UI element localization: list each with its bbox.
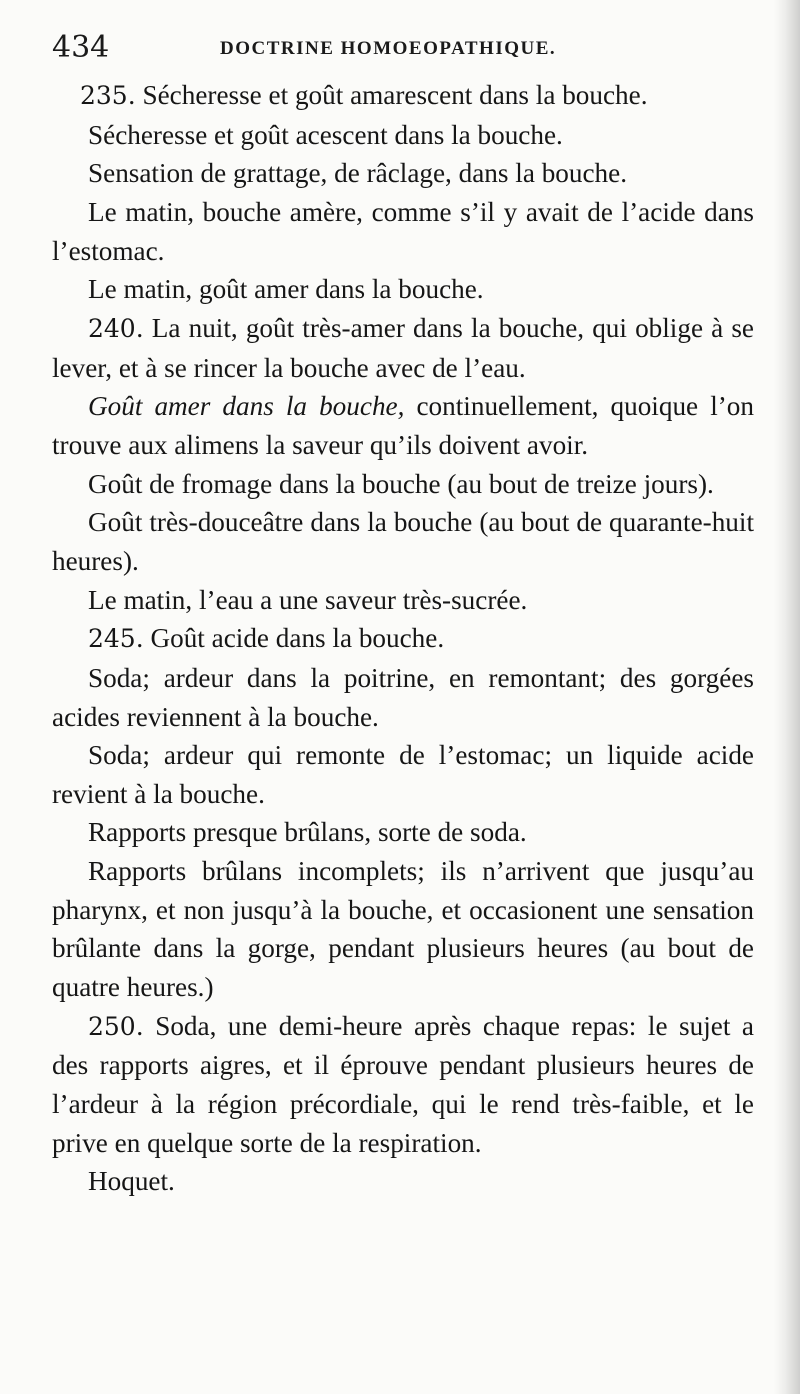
symptom-paragraph <box>52 659 754 736</box>
symptom-paragraph <box>52 736 754 813</box>
symptom-paragraph <box>52 1007 754 1163</box>
page-header <box>52 30 752 70</box>
page-number: 434 <box>52 30 110 65</box>
entry-number: 240. <box>88 313 144 343</box>
symptom-paragraph <box>52 1162 754 1201</box>
paragraph-text: Sécheresse et goût amarescent dans la bouche. <box>135 80 648 110</box>
symptom-paragraph <box>52 503 754 580</box>
paragraph-text: Goût de fromage dans la bouche (au bout de treize jours). <box>88 468 714 499</box>
paragraph-text: Le matin, bouche amère, comme s’il y avait de l’acide dans l’estomac. <box>52 196 754 266</box>
paragraph-text: Soda, une demi-heure après chaque repas: le sujet a des rapports aigres, et il éprouve pendant plusieurs heures de l’ardeur à la région précordiale, qui le rend très-faible, et le prive en quelque sorte de la respiration. <box>52 1010 754 1158</box>
paragraph-text: continuellement, quoique l’on trouve aux alimens la saveur qu’ils doivent avoir. <box>52 391 754 460</box>
paragraph-text: Rapports brûlans incomplets; ils n’arrivent que jusqu’au pharynx, et non jusqu’à la bouche, et occasionent une sensation brûlante dans la gorge, pendant plusieurs heures (au bout de quatre heures.) <box>52 856 754 1003</box>
paragraph-text: Sensation de grattage, de râclage, dans la bouche. <box>88 158 627 189</box>
symptom-paragraph <box>52 619 754 659</box>
symptom-paragraph <box>52 465 754 504</box>
paragraph-text: Goût très-douceâtre dans la bouche (au bout de quarante-huit heures). <box>52 507 754 576</box>
symptom-paragraph <box>52 309 754 387</box>
italic-phrase: Goût amer dans la bouche, <box>88 391 405 422</box>
paragraph-text: La nuit, goût très-amer dans la bouche, qui oblige à se lever, et à se rincer la bouche avec de l’eau. <box>52 312 754 383</box>
running-title: DOCTRINE HOMOEOPATHIQUE. <box>220 38 557 59</box>
symptom-paragraph <box>52 387 754 464</box>
symptom-paragraph <box>52 193 754 270</box>
page-gutter-shadow <box>774 0 800 1394</box>
paragraph-text: Sécheresse et goût acescent dans la bouche. <box>88 119 563 150</box>
paragraph-text: Soda; ardeur qui remonte de l’estomac; un liquide acide revient à la bouche. <box>52 740 754 809</box>
body-text <box>52 76 754 1201</box>
entry-number: 235. <box>80 81 136 110</box>
paragraph-text: Hoquet. <box>88 1166 175 1197</box>
symptom-paragraph <box>52 270 754 309</box>
symptom-paragraph <box>52 154 754 193</box>
entry-number: 250. <box>88 1011 144 1041</box>
paragraph-text: Goût acide dans la bouche. <box>143 623 445 654</box>
entry-number: 245. <box>88 624 144 654</box>
paragraph-text: Soda; ardeur dans la poitrine, en remontant; des gorgées acides reviennent à la bouche. <box>52 662 754 732</box>
symptom-paragraph <box>52 852 754 1007</box>
symptom-paragraph <box>52 76 754 116</box>
paragraph-text: Le matin, l’eau a une saveur très-sucrée. <box>88 584 528 615</box>
symptom-paragraph <box>52 813 754 852</box>
paragraph-text: Le matin, goût amer dans la bouche. <box>88 274 484 305</box>
symptom-paragraph <box>52 581 754 620</box>
paragraph-text: Rapports presque brûlans, sorte de soda. <box>88 817 527 848</box>
symptom-paragraph <box>52 116 754 155</box>
